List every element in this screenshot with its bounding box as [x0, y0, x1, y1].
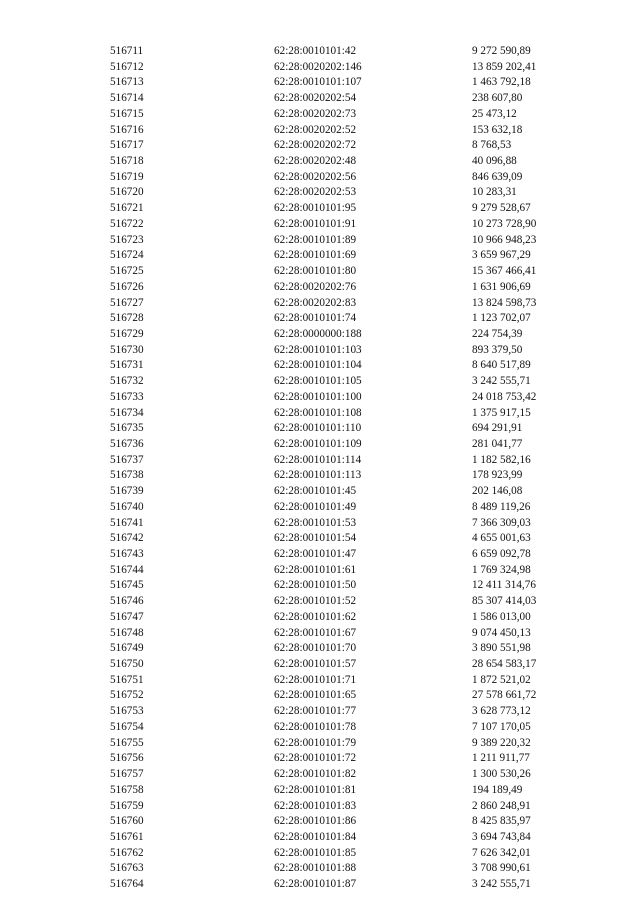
amount-value: 24 018 753,42 — [472, 390, 537, 403]
table-row — [110, 704, 580, 720]
cadastral-number: 62:28:0010101:108 — [274, 406, 362, 419]
record-id: 516761 — [110, 830, 144, 843]
record-id: 516711 — [110, 45, 144, 57]
table-row — [110, 783, 580, 799]
table-row — [110, 44, 580, 60]
cadastral-number: 62:28:0010101:89 — [274, 233, 357, 246]
table-row — [110, 767, 580, 783]
cadastral-number: 62:28:0020202:56 — [274, 170, 357, 183]
table-row — [110, 516, 580, 532]
record-id: 516747 — [110, 610, 144, 623]
amount-value: 40 096,88 — [472, 155, 517, 168]
amount-value: 10 283,31 — [472, 186, 517, 199]
cadastral-number: 62:28:0010101:100 — [274, 390, 362, 403]
record-id: 516728 — [110, 312, 144, 325]
amount-value: 3 242 555,71 — [472, 375, 531, 388]
table-row — [110, 500, 580, 516]
cadastral-number: 62:28:0020202:83 — [274, 296, 357, 309]
record-id: 516723 — [110, 233, 144, 246]
record-id: 516758 — [110, 783, 144, 796]
cadastral-number: 62:28:0010101:81 — [274, 783, 357, 796]
cadastral-number: 62:28:0010101:114 — [274, 453, 362, 466]
amount-value: 9 074 450,13 — [472, 626, 531, 639]
amount-value: 13 824 598,73 — [472, 296, 537, 309]
cadastral-number: 62:28:0010101:110 — [274, 422, 362, 435]
amount-value: 15 367 466,41 — [472, 265, 537, 278]
table-row — [110, 264, 580, 280]
record-id: 516760 — [110, 815, 144, 828]
record-id: 516722 — [110, 217, 144, 230]
table-row — [110, 830, 580, 846]
cadastral-number: 62:28:0010101:105 — [274, 375, 362, 388]
cadastral-number: 62:28:0010101:49 — [274, 500, 357, 513]
table-row — [110, 799, 580, 815]
amount-value: 1 300 530,26 — [472, 768, 531, 781]
cadastral-number: 62:28:0010101:103 — [274, 343, 362, 356]
cadastral-number: 62:28:0020202:72 — [274, 139, 357, 152]
record-id: 516755 — [110, 736, 144, 749]
record-id: 516717 — [110, 139, 144, 152]
amount-value: 9 272 590,89 — [472, 45, 531, 57]
record-id: 516727 — [110, 296, 144, 309]
table-row — [110, 154, 580, 170]
table-row — [110, 107, 580, 123]
record-id: 516749 — [110, 642, 144, 655]
cadastral-number: 62:28:0010101:87 — [274, 878, 357, 891]
record-id: 516726 — [110, 280, 144, 293]
table-row — [110, 75, 580, 91]
table-row — [110, 233, 580, 249]
table-row — [110, 877, 580, 893]
cadastral-number: 62:28:0020202:52 — [274, 123, 357, 136]
amount-value: 10 273 728,90 — [472, 217, 537, 230]
cadastral-number: 62:28:0010101:104 — [274, 359, 362, 372]
table-row — [110, 437, 580, 453]
table-row — [110, 657, 580, 673]
cadastral-number: 62:28:0010101:74 — [274, 312, 357, 325]
amount-value: 3 694 743,84 — [472, 830, 531, 843]
record-id: 516744 — [110, 563, 144, 576]
record-id: 516754 — [110, 720, 144, 733]
amount-value: 1 123 702,07 — [472, 312, 531, 325]
amount-value: 1 872 521,02 — [472, 673, 531, 686]
record-id: 516730 — [110, 343, 144, 356]
record-id: 516734 — [110, 406, 144, 419]
amount-value: 1 463 792,18 — [472, 76, 531, 89]
cadastral-number: 62:28:0010101:83 — [274, 799, 357, 812]
record-id: 516751 — [110, 673, 144, 686]
amount-value: 194 189,49 — [472, 783, 523, 796]
table-row — [110, 138, 580, 154]
cadastral-number: 62:28:0010101:61 — [274, 563, 357, 576]
amount-value: 13 859 202,41 — [472, 60, 537, 73]
table-row — [110, 861, 580, 877]
record-id: 516741 — [110, 516, 144, 529]
table-row — [110, 736, 580, 752]
record-id: 516716 — [110, 123, 144, 136]
table-row — [110, 217, 580, 233]
table-row — [110, 296, 580, 312]
amount-value: 25 473,12 — [472, 107, 517, 120]
cadastral-number: 62:28:0010101:79 — [274, 736, 357, 749]
cadastral-number: 62:28:0010101:72 — [274, 752, 357, 765]
cadastral-number: 62:28:0010101:57 — [274, 658, 357, 671]
table-row — [110, 626, 580, 642]
table-row — [110, 248, 580, 264]
amount-value: 9 389 220,32 — [472, 736, 531, 749]
record-id: 516732 — [110, 375, 144, 388]
cadastral-number: 62:28:0010101:77 — [274, 705, 357, 718]
cadastral-number: 62:28:0010101:84 — [274, 830, 357, 843]
table-row — [110, 60, 580, 76]
table-row — [110, 358, 580, 374]
amount-value: 28 654 583,17 — [472, 658, 537, 671]
table-row — [110, 563, 580, 579]
table-row — [110, 406, 580, 422]
cadastral-number: 62:28:0010101:70 — [274, 642, 357, 655]
cadastral-number: 62:28:0020202:54 — [274, 92, 357, 105]
table-row — [110, 311, 580, 327]
record-id: 516715 — [110, 107, 144, 120]
cadastral-number: 62:28:0010101:91 — [274, 217, 357, 230]
cadastral-number: 62:28:0010101:45 — [274, 485, 357, 498]
cadastral-number: 62:28:0010101:54 — [274, 532, 357, 545]
amount-value: 8 425 835,97 — [472, 815, 531, 828]
amount-value: 7 626 342,01 — [472, 846, 531, 859]
cadastral-number: 62:28:0010101:62 — [274, 610, 357, 623]
record-id: 516746 — [110, 595, 144, 608]
cadastral-number: 62:28:0010101:50 — [274, 579, 357, 592]
record-id: 516743 — [110, 548, 144, 560]
amount-value: 12 411 314,76 — [472, 579, 536, 592]
amount-value: 3 708 990,61 — [472, 862, 531, 875]
table-row — [110, 468, 580, 484]
table-row — [110, 814, 580, 830]
record-id: 516729 — [110, 327, 144, 340]
record-id: 516733 — [110, 390, 144, 403]
table-row — [110, 170, 580, 186]
record-id: 516745 — [110, 579, 144, 592]
record-id: 516725 — [110, 265, 144, 278]
record-id: 516742 — [110, 532, 144, 545]
cadastral-number: 62:28:0010101:52 — [274, 595, 357, 608]
cadastral-number: 62:28:0010101:67 — [274, 626, 357, 639]
amount-value: 281 041,77 — [472, 437, 523, 450]
table-row — [110, 594, 580, 610]
record-id: 516721 — [110, 202, 144, 215]
record-id: 516724 — [110, 249, 144, 262]
amount-value: 846 639,09 — [472, 170, 523, 183]
cadastral-number: 62:28:0010101:86 — [274, 815, 357, 828]
amount-value: 238 607,80 — [472, 92, 523, 105]
record-id: 516748 — [110, 626, 144, 639]
cadastral-number: 62:28:0010101:80 — [274, 265, 357, 278]
amount-value: 1 769 324,98 — [472, 563, 531, 576]
record-id: 516738 — [110, 469, 144, 482]
table-row — [110, 673, 580, 689]
cadastral-number: 62:28:0020202:53 — [274, 186, 357, 199]
amount-value: 2 860 248,91 — [472, 799, 531, 812]
record-id: 516735 — [110, 422, 144, 435]
amount-value: 7 107 170,05 — [472, 720, 531, 733]
amount-value: 694 291,91 — [472, 422, 523, 435]
record-id: 516756 — [110, 752, 144, 765]
amount-value: 3 242 555,71 — [472, 878, 531, 891]
record-id: 516759 — [110, 799, 144, 812]
amount-value: 1 211 911,77 — [472, 752, 530, 765]
cadastral-number: 62:28:0010101:95 — [274, 202, 357, 215]
amount-value: 10 966 948,23 — [472, 233, 537, 246]
amount-value: 202 146,08 — [472, 485, 523, 498]
record-id: 516763 — [110, 862, 144, 875]
table-row — [110, 547, 580, 563]
record-id: 516720 — [110, 186, 144, 199]
cadastral-number: 62:28:0010101:71 — [274, 673, 357, 686]
table-row — [110, 846, 580, 862]
amount-value: 8 489 119,26 — [472, 500, 531, 513]
table-row — [110, 91, 580, 107]
record-id: 516731 — [110, 359, 144, 372]
table-row — [110, 531, 580, 547]
table-row — [110, 327, 580, 343]
cadastral-number: 62:28:0010101:65 — [274, 689, 357, 702]
amount-value: 1 586 013,00 — [472, 610, 531, 623]
cadastral-number: 62:28:0010101:88 — [274, 862, 357, 875]
table-row — [110, 390, 580, 406]
table-row — [110, 421, 580, 437]
record-id: 516764 — [110, 878, 144, 891]
table-row — [110, 641, 580, 657]
cadastral-number: 62:28:0010101:113 — [274, 469, 362, 482]
record-id: 516719 — [110, 170, 144, 183]
record-id: 516739 — [110, 485, 144, 498]
record-id: 516762 — [110, 846, 144, 859]
amount-value: 7 366 309,03 — [472, 516, 531, 529]
cadastral-number: 62:28:0010101:53 — [274, 516, 357, 529]
amount-value: 3 628 773,12 — [472, 705, 531, 718]
record-id: 516757 — [110, 768, 144, 781]
amount-value: 1 182 582,16 — [472, 453, 531, 466]
cadastral-number: 62:28:0010101:47 — [274, 548, 357, 560]
record-id: 516752 — [110, 689, 144, 702]
cadastral-number: 62:28:0010101:109 — [274, 437, 362, 450]
record-id: 516718 — [110, 155, 144, 168]
amount-value: 3 659 967,29 — [472, 249, 531, 262]
amount-value: 3 890 551,98 — [472, 642, 531, 655]
record-id: 516750 — [110, 658, 144, 671]
cadastral-number: 62:28:0020202:146 — [274, 60, 362, 73]
amount-value: 224 754,39 — [472, 327, 523, 340]
table-row — [110, 123, 580, 139]
cadastral-number: 62:28:0020202:48 — [274, 155, 357, 168]
amount-value: 8 768,53 — [472, 139, 512, 152]
amount-value: 8 640 517,89 — [472, 359, 531, 372]
cadastral-number: 62:28:0000000:188 — [274, 327, 362, 340]
record-id: 516736 — [110, 437, 144, 450]
table-row — [110, 201, 580, 217]
cadastral-number: 62:28:0020202:76 — [274, 280, 357, 293]
amount-value: 1 375 917,15 — [472, 406, 531, 419]
amount-value: 178 923,99 — [472, 469, 523, 482]
cadastral-number: 62:28:0010101:82 — [274, 768, 357, 781]
table-row — [110, 374, 580, 390]
table-row — [110, 185, 580, 201]
record-id: 516713 — [110, 76, 144, 89]
cadastral-number: 62:28:0010101:78 — [274, 720, 357, 733]
amount-value: 27 578 661,72 — [472, 689, 537, 702]
table-row — [110, 453, 580, 469]
table-row — [110, 484, 580, 500]
amount-value: 1 631 906,69 — [472, 280, 531, 293]
table-row — [110, 688, 580, 704]
amount-value: 4 655 001,63 — [472, 532, 531, 545]
cadastral-number: 62:28:0010101:85 — [274, 846, 357, 859]
cadastral-number: 62:28:0010101:107 — [274, 76, 362, 89]
record-id: 516740 — [110, 500, 144, 513]
table-row — [110, 751, 580, 767]
amount-value: 85 307 414,03 — [472, 595, 537, 608]
table-row — [110, 610, 580, 626]
record-id: 516714 — [110, 92, 144, 105]
records-table — [110, 44, 580, 893]
record-id: 516712 — [110, 60, 144, 73]
table-row — [110, 720, 580, 736]
amount-value: 153 632,18 — [472, 123, 523, 136]
table-row — [110, 578, 580, 594]
amount-value: 6 659 092,78 — [472, 548, 531, 560]
cadastral-number: 62:28:0010101:42 — [274, 45, 357, 57]
cadastral-number: 62:28:0010101:69 — [274, 249, 357, 262]
table-row — [110, 280, 580, 296]
table-row — [110, 343, 580, 359]
amount-value: 9 279 528,67 — [472, 202, 531, 215]
record-id: 516753 — [110, 705, 144, 718]
record-id: 516737 — [110, 453, 144, 466]
cadastral-number: 62:28:0020202:73 — [274, 107, 357, 120]
amount-value: 893 379,50 — [472, 343, 523, 356]
